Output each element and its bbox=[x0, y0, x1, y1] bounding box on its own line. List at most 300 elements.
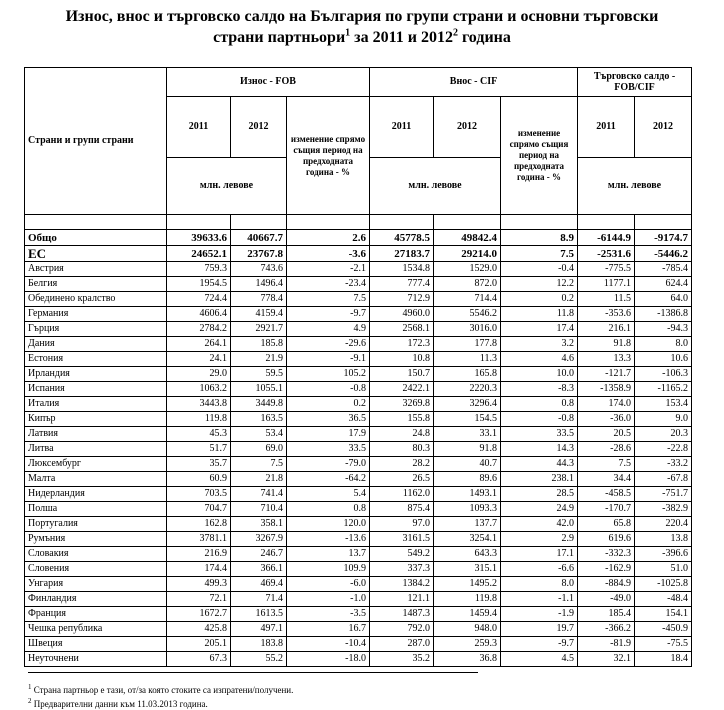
value-cell-imc: 238.1 bbox=[501, 472, 578, 487]
table-row bbox=[25, 517, 692, 532]
value-cell-exc: 0.8 bbox=[287, 502, 370, 517]
value-cell-im11: 97.0 bbox=[370, 517, 434, 532]
value-cell-ex11: 119.8 bbox=[167, 412, 231, 427]
country-name: Финландия bbox=[25, 592, 167, 607]
country-name: Унгария bbox=[25, 577, 167, 592]
value-cell-b12: -396.6 bbox=[635, 547, 692, 562]
value-cell-im11: 2422.1 bbox=[370, 382, 434, 397]
value-cell-b12: -785.4 bbox=[635, 262, 692, 277]
value-cell-ex12: 53.4 bbox=[231, 427, 287, 442]
value-cell-b11: -775.5 bbox=[578, 262, 635, 277]
value-cell-exc: 0.2 bbox=[287, 397, 370, 412]
value-cell-ex12: 69.0 bbox=[231, 442, 287, 457]
value-cell-imc: -0.8 bbox=[501, 412, 578, 427]
country-name: ЕС bbox=[25, 246, 167, 262]
value-cell-ex12: 4159.4 bbox=[231, 307, 287, 322]
value-cell-b12: -450.9 bbox=[635, 622, 692, 637]
value-cell-ex12: 710.4 bbox=[231, 502, 287, 517]
table-body bbox=[25, 230, 692, 667]
value-cell-ex12: 366.1 bbox=[231, 562, 287, 577]
value-cell-b12: 154.1 bbox=[635, 607, 692, 622]
table-row bbox=[25, 487, 692, 502]
footnote-1: $^1$ Страна партньор е тази, от/за която стоките са изпратени/получени. bbox=[28, 683, 294, 695]
value-cell-im11: 1162.0 bbox=[370, 487, 434, 502]
value-cell-b11: -332.3 bbox=[578, 547, 635, 562]
export-2012-header: 2012 bbox=[231, 97, 287, 158]
value-cell-b11: 1177.1 bbox=[578, 277, 635, 292]
value-cell-im11: 337.3 bbox=[370, 562, 434, 577]
value-cell-ex12: 163.5 bbox=[231, 412, 287, 427]
table-row bbox=[25, 607, 692, 622]
value-cell-ex11: 1954.5 bbox=[167, 277, 231, 292]
document-title bbox=[0, 6, 724, 48]
country-name: Чешка република bbox=[25, 622, 167, 637]
value-cell-b11: 32.1 bbox=[578, 652, 635, 667]
country-name: Словакия bbox=[25, 547, 167, 562]
table-row bbox=[25, 442, 692, 457]
value-cell-imc: 42.0 bbox=[501, 517, 578, 532]
value-cell-b11: -353.6 bbox=[578, 307, 635, 322]
import-change-header: изменение спрямо същия период на предходната година - % bbox=[501, 97, 578, 215]
country-name: Белгия bbox=[25, 277, 167, 292]
value-cell-imc: 7.5 bbox=[501, 246, 578, 262]
value-cell-im11: 45778.5 bbox=[370, 230, 434, 246]
value-cell-exc: 33.5 bbox=[287, 442, 370, 457]
value-cell-ex12: 1055.1 bbox=[231, 382, 287, 397]
value-cell-ex11: 67.3 bbox=[167, 652, 231, 667]
value-cell-ex11: 24652.1 bbox=[167, 246, 231, 262]
value-cell-im11: 150.7 bbox=[370, 367, 434, 382]
value-cell-exc: 17.9 bbox=[287, 427, 370, 442]
value-cell-b12: -382.9 bbox=[635, 502, 692, 517]
value-cell-imc: 10.0 bbox=[501, 367, 578, 382]
value-cell-ex12: 743.6 bbox=[231, 262, 287, 277]
value-cell-ex12: 741.4 bbox=[231, 487, 287, 502]
value-cell-im11: 26.5 bbox=[370, 472, 434, 487]
table-row bbox=[25, 367, 692, 382]
value-cell-exc: -2.1 bbox=[287, 262, 370, 277]
import-2011-header: 2011 bbox=[370, 97, 434, 158]
value-cell-exc: 120.0 bbox=[287, 517, 370, 532]
value-cell-imc: 4.5 bbox=[501, 652, 578, 667]
table-row bbox=[25, 397, 692, 412]
value-cell-im12: 5546.2 bbox=[434, 307, 501, 322]
value-cell-ex11: 205.1 bbox=[167, 637, 231, 652]
value-cell-im12: 49842.4 bbox=[434, 230, 501, 246]
table-row bbox=[25, 427, 692, 442]
import-2012-header: 2012 bbox=[434, 97, 501, 158]
country-name: Неуточнени bbox=[25, 652, 167, 667]
value-cell-imc: -0.4 bbox=[501, 262, 578, 277]
value-cell-b12: 10.6 bbox=[635, 352, 692, 367]
value-cell-imc: 14.3 bbox=[501, 442, 578, 457]
title-line-1: Износ, внос и търговско салдо на България по групи страни и основни търговски bbox=[65, 8, 659, 25]
value-cell-ex12: 59.5 bbox=[231, 367, 287, 382]
value-cell-im11: 2568.1 bbox=[370, 322, 434, 337]
value-cell-imc: 0.2 bbox=[501, 292, 578, 307]
value-cell-ex12: 40667.7 bbox=[231, 230, 287, 246]
country-name: Швеция bbox=[25, 637, 167, 652]
value-cell-imc: 19.7 bbox=[501, 622, 578, 637]
value-cell-b11: 91.8 bbox=[578, 337, 635, 352]
value-cell-ex12: 3449.8 bbox=[231, 397, 287, 412]
value-cell-imc: 11.8 bbox=[501, 307, 578, 322]
table-row bbox=[25, 532, 692, 547]
value-cell-b12: -1165.2 bbox=[635, 382, 692, 397]
value-cell-b12: 9.0 bbox=[635, 412, 692, 427]
table-row bbox=[25, 562, 692, 577]
value-cell-exc: 105.2 bbox=[287, 367, 370, 382]
value-cell-exc: -13.6 bbox=[287, 532, 370, 547]
value-cell-b12: 20.3 bbox=[635, 427, 692, 442]
value-cell-im12: 3296.4 bbox=[434, 397, 501, 412]
value-cell-imc: 33.5 bbox=[501, 427, 578, 442]
value-cell-exc: -29.6 bbox=[287, 337, 370, 352]
value-cell-ex12: 23767.8 bbox=[231, 246, 287, 262]
value-cell-im12: 643.3 bbox=[434, 547, 501, 562]
value-cell-exc: 16.7 bbox=[287, 622, 370, 637]
value-cell-ex12: 21.9 bbox=[231, 352, 287, 367]
value-cell-exc: -9.1 bbox=[287, 352, 370, 367]
value-cell-ex12: 358.1 bbox=[231, 517, 287, 532]
value-cell-exc: 13.7 bbox=[287, 547, 370, 562]
value-cell-b11: -6144.9 bbox=[578, 230, 635, 246]
value-cell-imc: 3.2 bbox=[501, 337, 578, 352]
value-cell-im11: 1534.8 bbox=[370, 262, 434, 277]
value-cell-im12: 177.8 bbox=[434, 337, 501, 352]
value-cell-b12: -67.8 bbox=[635, 472, 692, 487]
value-cell-ex11: 3781.1 bbox=[167, 532, 231, 547]
value-cell-im11: 27183.7 bbox=[370, 246, 434, 262]
value-cell-im11: 24.8 bbox=[370, 427, 434, 442]
value-cell-b11: 174.0 bbox=[578, 397, 635, 412]
value-cell-im11: 28.2 bbox=[370, 457, 434, 472]
country-name: Румъния bbox=[25, 532, 167, 547]
value-cell-exc: -79.0 bbox=[287, 457, 370, 472]
value-cell-b11: 20.5 bbox=[578, 427, 635, 442]
country-name: Словения bbox=[25, 562, 167, 577]
balance-unit-header: млн. левове bbox=[578, 158, 692, 215]
value-cell-exc: -1.0 bbox=[287, 592, 370, 607]
value-cell-b11: -2531.6 bbox=[578, 246, 635, 262]
value-cell-im12: 33.1 bbox=[434, 427, 501, 442]
value-cell-im12: 36.8 bbox=[434, 652, 501, 667]
value-cell-b12: 51.0 bbox=[635, 562, 692, 577]
value-cell-ex11: 45.3 bbox=[167, 427, 231, 442]
value-cell-b11: -81.9 bbox=[578, 637, 635, 652]
country-name: Германия bbox=[25, 307, 167, 322]
value-cell-ex11: 4606.4 bbox=[167, 307, 231, 322]
value-cell-imc: -8.3 bbox=[501, 382, 578, 397]
value-cell-im12: 1093.3 bbox=[434, 502, 501, 517]
value-cell-b11: 13.3 bbox=[578, 352, 635, 367]
value-cell-imc: 17.1 bbox=[501, 547, 578, 562]
value-cell-im11: 792.0 bbox=[370, 622, 434, 637]
value-cell-im11: 35.2 bbox=[370, 652, 434, 667]
table-row bbox=[25, 457, 692, 472]
table-row bbox=[25, 382, 692, 397]
table-row bbox=[25, 262, 692, 277]
value-cell-ex12: 2921.7 bbox=[231, 322, 287, 337]
value-cell-ex11: 3443.8 bbox=[167, 397, 231, 412]
value-cell-b12: -75.5 bbox=[635, 637, 692, 652]
value-cell-imc: -1.1 bbox=[501, 592, 578, 607]
table-row bbox=[25, 577, 692, 592]
value-cell-imc: 24.9 bbox=[501, 502, 578, 517]
value-cell-exc: -18.0 bbox=[287, 652, 370, 667]
value-cell-b12: -1025.8 bbox=[635, 577, 692, 592]
value-cell-b11: -458.5 bbox=[578, 487, 635, 502]
value-cell-b11: -28.6 bbox=[578, 442, 635, 457]
value-cell-ex11: 35.7 bbox=[167, 457, 231, 472]
value-cell-im12: 1493.1 bbox=[434, 487, 501, 502]
value-cell-ex12: 55.2 bbox=[231, 652, 287, 667]
title-line-2: страни партньори$^1$ за 2011 и 2012$^2$ година bbox=[213, 27, 511, 46]
value-cell-im11: 121.1 bbox=[370, 592, 434, 607]
eu-row bbox=[25, 246, 692, 262]
value-cell-ex11: 2784.2 bbox=[167, 322, 231, 337]
value-cell-imc: 8.9 bbox=[501, 230, 578, 246]
value-cell-ex11: 425.8 bbox=[167, 622, 231, 637]
value-cell-ex11: 60.9 bbox=[167, 472, 231, 487]
value-cell-ex12: 7.5 bbox=[231, 457, 287, 472]
value-cell-ex11: 759.3 bbox=[167, 262, 231, 277]
value-cell-exc: 109.9 bbox=[287, 562, 370, 577]
value-cell-b11: 65.8 bbox=[578, 517, 635, 532]
value-cell-ex12: 183.8 bbox=[231, 637, 287, 652]
value-cell-b11: -121.7 bbox=[578, 367, 635, 382]
country-name: Испания bbox=[25, 382, 167, 397]
import-unit-header: млн. левове bbox=[370, 158, 501, 215]
value-cell-im12: 40.7 bbox=[434, 457, 501, 472]
value-cell-im12: 89.6 bbox=[434, 472, 501, 487]
value-cell-ex12: 185.8 bbox=[231, 337, 287, 352]
country-name: Люксембург bbox=[25, 457, 167, 472]
total-row bbox=[25, 230, 692, 246]
value-cell-b12: -9174.7 bbox=[635, 230, 692, 246]
value-cell-exc: -6.0 bbox=[287, 577, 370, 592]
balance-2012-header: 2012 bbox=[635, 97, 692, 158]
value-cell-ex11: 1672.7 bbox=[167, 607, 231, 622]
value-cell-im12: 137.7 bbox=[434, 517, 501, 532]
value-cell-ex12: 1613.5 bbox=[231, 607, 287, 622]
country-name: Португалия bbox=[25, 517, 167, 532]
value-cell-b11: -884.9 bbox=[578, 577, 635, 592]
value-cell-b12: -5446.2 bbox=[635, 246, 692, 262]
import-header: Внос - CIF bbox=[370, 68, 578, 97]
value-cell-ex12: 71.4 bbox=[231, 592, 287, 607]
value-cell-b12: -106.3 bbox=[635, 367, 692, 382]
value-cell-im11: 1487.3 bbox=[370, 607, 434, 622]
country-name: Кипър bbox=[25, 412, 167, 427]
value-cell-imc: 28.5 bbox=[501, 487, 578, 502]
value-cell-im12: 315.1 bbox=[434, 562, 501, 577]
value-cell-im12: 119.8 bbox=[434, 592, 501, 607]
value-cell-ex11: 174.4 bbox=[167, 562, 231, 577]
table-row bbox=[25, 637, 692, 652]
value-cell-b11: 216.1 bbox=[578, 322, 635, 337]
balance-2011-header: 2011 bbox=[578, 97, 635, 158]
value-cell-b12: -751.7 bbox=[635, 487, 692, 502]
country-name: Гърция bbox=[25, 322, 167, 337]
value-cell-exc: 36.5 bbox=[287, 412, 370, 427]
value-cell-im11: 80.3 bbox=[370, 442, 434, 457]
value-cell-im12: 2220.3 bbox=[434, 382, 501, 397]
value-cell-b11: 11.5 bbox=[578, 292, 635, 307]
value-cell-im11: 549.2 bbox=[370, 547, 434, 562]
country-name: Латвия bbox=[25, 427, 167, 442]
value-cell-b12: -48.4 bbox=[635, 592, 692, 607]
table-row bbox=[25, 292, 692, 307]
value-cell-b12: 153.4 bbox=[635, 397, 692, 412]
value-cell-exc: -9.7 bbox=[287, 307, 370, 322]
value-cell-exc: -64.2 bbox=[287, 472, 370, 487]
value-cell-b11: 185.4 bbox=[578, 607, 635, 622]
value-cell-imc: 0.8 bbox=[501, 397, 578, 412]
value-cell-im11: 875.4 bbox=[370, 502, 434, 517]
value-cell-imc: 2.9 bbox=[501, 532, 578, 547]
value-cell-b12: 18.4 bbox=[635, 652, 692, 667]
value-cell-exc: -23.4 bbox=[287, 277, 370, 292]
footnote-2: $^2$ Предварителни данни към 11.03.2013 година. bbox=[28, 697, 208, 709]
table-row bbox=[25, 352, 692, 367]
value-cell-ex12: 1496.4 bbox=[231, 277, 287, 292]
value-cell-im12: 165.8 bbox=[434, 367, 501, 382]
country-name: Полша bbox=[25, 502, 167, 517]
value-cell-im11: 172.3 bbox=[370, 337, 434, 352]
value-cell-im11: 287.0 bbox=[370, 637, 434, 652]
table-row bbox=[25, 652, 692, 667]
value-cell-im11: 712.9 bbox=[370, 292, 434, 307]
value-cell-b11: -36.0 bbox=[578, 412, 635, 427]
table-row bbox=[25, 547, 692, 562]
country-name: Нидерландия bbox=[25, 487, 167, 502]
value-cell-im11: 10.8 bbox=[370, 352, 434, 367]
value-cell-b12: 624.4 bbox=[635, 277, 692, 292]
value-cell-ex12: 21.8 bbox=[231, 472, 287, 487]
table-row bbox=[25, 307, 692, 322]
table-row bbox=[25, 322, 692, 337]
table-row bbox=[25, 622, 692, 637]
value-cell-ex11: 24.1 bbox=[167, 352, 231, 367]
value-cell-im11: 1384.2 bbox=[370, 577, 434, 592]
table-row bbox=[25, 277, 692, 292]
value-cell-im12: 1529.0 bbox=[434, 262, 501, 277]
value-cell-im12: 91.8 bbox=[434, 442, 501, 457]
country-name: Ирландия bbox=[25, 367, 167, 382]
country-name: Австрия bbox=[25, 262, 167, 277]
value-cell-b12: 13.8 bbox=[635, 532, 692, 547]
country-name: Италия bbox=[25, 397, 167, 412]
value-cell-im12: 259.3 bbox=[434, 637, 501, 652]
country-name: Обединено кралство bbox=[25, 292, 167, 307]
value-cell-ex11: 499.3 bbox=[167, 577, 231, 592]
value-cell-ex12: 778.4 bbox=[231, 292, 287, 307]
value-cell-imc: 44.3 bbox=[501, 457, 578, 472]
table-row bbox=[25, 337, 692, 352]
value-cell-b11: 7.5 bbox=[578, 457, 635, 472]
value-cell-ex11: 704.7 bbox=[167, 502, 231, 517]
value-cell-ex11: 216.9 bbox=[167, 547, 231, 562]
value-cell-b11: -1358.9 bbox=[578, 382, 635, 397]
value-cell-imc: 8.0 bbox=[501, 577, 578, 592]
value-cell-imc: -9.7 bbox=[501, 637, 578, 652]
value-cell-ex11: 39633.6 bbox=[167, 230, 231, 246]
trade-table bbox=[24, 67, 692, 667]
value-cell-b12: -94.3 bbox=[635, 322, 692, 337]
table-row bbox=[25, 472, 692, 487]
value-cell-im11: 3161.5 bbox=[370, 532, 434, 547]
export-unit-header: млн. левове bbox=[167, 158, 287, 215]
value-cell-b12: -33.2 bbox=[635, 457, 692, 472]
value-cell-ex11: 51.7 bbox=[167, 442, 231, 457]
value-cell-im12: 3254.1 bbox=[434, 532, 501, 547]
value-cell-im12: 154.5 bbox=[434, 412, 501, 427]
country-name: Дания bbox=[25, 337, 167, 352]
value-cell-b12: -1386.8 bbox=[635, 307, 692, 322]
value-cell-imc: -1.9 bbox=[501, 607, 578, 622]
footnote-divider bbox=[28, 672, 478, 673]
value-cell-im12: 29214.0 bbox=[434, 246, 501, 262]
country-name: Естония bbox=[25, 352, 167, 367]
table-row bbox=[25, 502, 692, 517]
value-cell-im11: 3269.8 bbox=[370, 397, 434, 412]
row-label-header: Страни и групи страни bbox=[25, 68, 167, 215]
value-cell-b11: -49.0 bbox=[578, 592, 635, 607]
value-cell-b11: -366.2 bbox=[578, 622, 635, 637]
country-name: Малта bbox=[25, 472, 167, 487]
value-cell-exc: -3.5 bbox=[287, 607, 370, 622]
table-row bbox=[25, 412, 692, 427]
country-name: Литва bbox=[25, 442, 167, 457]
value-cell-im12: 714.4 bbox=[434, 292, 501, 307]
value-cell-exc: -3.6 bbox=[287, 246, 370, 262]
value-cell-exc: -0.8 bbox=[287, 382, 370, 397]
value-cell-b12: 8.0 bbox=[635, 337, 692, 352]
value-cell-ex11: 162.8 bbox=[167, 517, 231, 532]
country-name: Общо bbox=[25, 230, 167, 246]
country-name: Франция bbox=[25, 607, 167, 622]
value-cell-exc: 2.6 bbox=[287, 230, 370, 246]
value-cell-exc: 5.4 bbox=[287, 487, 370, 502]
value-cell-ex11: 724.4 bbox=[167, 292, 231, 307]
export-header: Износ - FOB bbox=[167, 68, 370, 97]
value-cell-im11: 777.4 bbox=[370, 277, 434, 292]
value-cell-im12: 1495.2 bbox=[434, 577, 501, 592]
value-cell-b11: 619.6 bbox=[578, 532, 635, 547]
value-cell-im11: 155.8 bbox=[370, 412, 434, 427]
value-cell-ex11: 29.0 bbox=[167, 367, 231, 382]
value-cell-ex11: 703.5 bbox=[167, 487, 231, 502]
export-2011-header: 2011 bbox=[167, 97, 231, 158]
table-row bbox=[25, 592, 692, 607]
balance-header: Търговско салдо - FOB/CIF bbox=[578, 68, 692, 97]
value-cell-ex12: 497.1 bbox=[231, 622, 287, 637]
value-cell-imc: 12.2 bbox=[501, 277, 578, 292]
value-cell-ex11: 264.1 bbox=[167, 337, 231, 352]
value-cell-ex12: 3267.9 bbox=[231, 532, 287, 547]
value-cell-ex11: 1063.2 bbox=[167, 382, 231, 397]
value-cell-im11: 4960.0 bbox=[370, 307, 434, 322]
value-cell-im12: 1459.4 bbox=[434, 607, 501, 622]
export-change-header: изменение спрямо същия период на предходната година - % bbox=[287, 97, 370, 215]
value-cell-im12: 11.3 bbox=[434, 352, 501, 367]
value-cell-b12: -22.8 bbox=[635, 442, 692, 457]
value-cell-exc: 7.5 bbox=[287, 292, 370, 307]
value-cell-imc: 17.4 bbox=[501, 322, 578, 337]
value-cell-ex11: 72.1 bbox=[167, 592, 231, 607]
value-cell-b12: 220.4 bbox=[635, 517, 692, 532]
